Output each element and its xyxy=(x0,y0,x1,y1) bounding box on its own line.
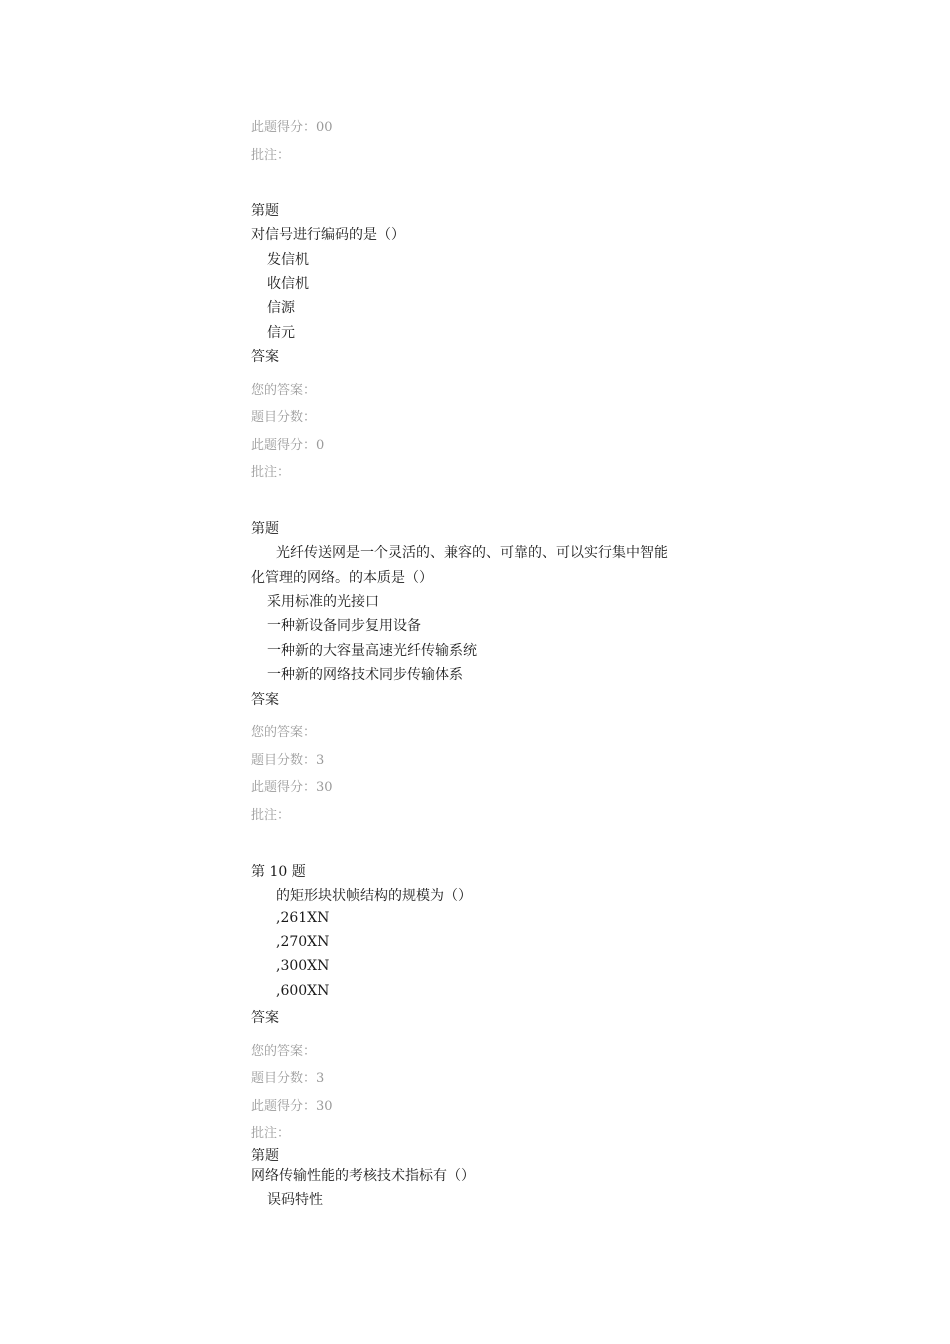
question-heading: 第 10 题 xyxy=(251,864,306,880)
option-item: 信元 xyxy=(267,325,295,341)
answer-heading: 答案 xyxy=(251,1010,279,1026)
question-heading: 第题 xyxy=(251,1148,279,1164)
option-item: 误码特性 xyxy=(267,1192,323,1208)
option-item: 一种新的网络技术同步传输体系 xyxy=(267,667,463,683)
option-item: 采用标准的光接口 xyxy=(267,594,379,610)
answer-heading: 答案 xyxy=(251,349,279,365)
question-score: 此题得分：30 xyxy=(251,1099,333,1114)
question-points: 题目分数：3 xyxy=(251,1071,325,1086)
option-item: 信源 xyxy=(267,300,295,316)
question-heading: 第题 xyxy=(251,521,279,537)
question-score: 此题得分：30 xyxy=(251,780,333,795)
question-points: 题目分数： xyxy=(251,410,317,425)
question-remark: 批注： xyxy=(251,1126,291,1141)
your-answer: 您的答案： xyxy=(251,725,317,740)
your-answer: 您的答案： xyxy=(251,1044,317,1059)
option-item: ,270XN xyxy=(276,934,330,950)
option-item: 一种新设备同步复用设备 xyxy=(267,618,421,634)
answer-heading: 答案 xyxy=(251,692,279,708)
question-score: 此题得分：0 xyxy=(251,438,325,453)
question-stem: 化管理的网络。的本质是（） xyxy=(251,570,433,586)
question-stem: 光纤传送网是一个灵活的、兼容的、可靠的、可以实行集中智能 xyxy=(276,545,668,561)
your-answer: 您的答案： xyxy=(251,383,317,398)
question-remark: 批注： xyxy=(251,808,291,823)
question-stem: 网络传输性能的考核技术指标有（） xyxy=(251,1168,475,1184)
question-heading: 第题 xyxy=(251,203,279,219)
prev-remark: 批注： xyxy=(251,148,291,163)
option-item: ,600XN xyxy=(276,983,330,999)
option-item: ,300XN xyxy=(276,958,330,974)
question-stem: 的矩形块状帧结构的规模为（） xyxy=(276,888,472,904)
option-item: 一种新的大容量高速光纤传输系统 xyxy=(267,643,477,659)
question-remark: 批注： xyxy=(251,465,291,480)
question-stem: 对信号进行编码的是（） xyxy=(251,227,405,243)
option-item: 发信机 xyxy=(267,252,309,268)
prev-score: 此题得分：00 xyxy=(251,120,333,135)
option-item: 收信机 xyxy=(267,276,309,292)
option-item: ,261XN xyxy=(276,910,330,926)
question-points: 题目分数：3 xyxy=(251,753,325,768)
